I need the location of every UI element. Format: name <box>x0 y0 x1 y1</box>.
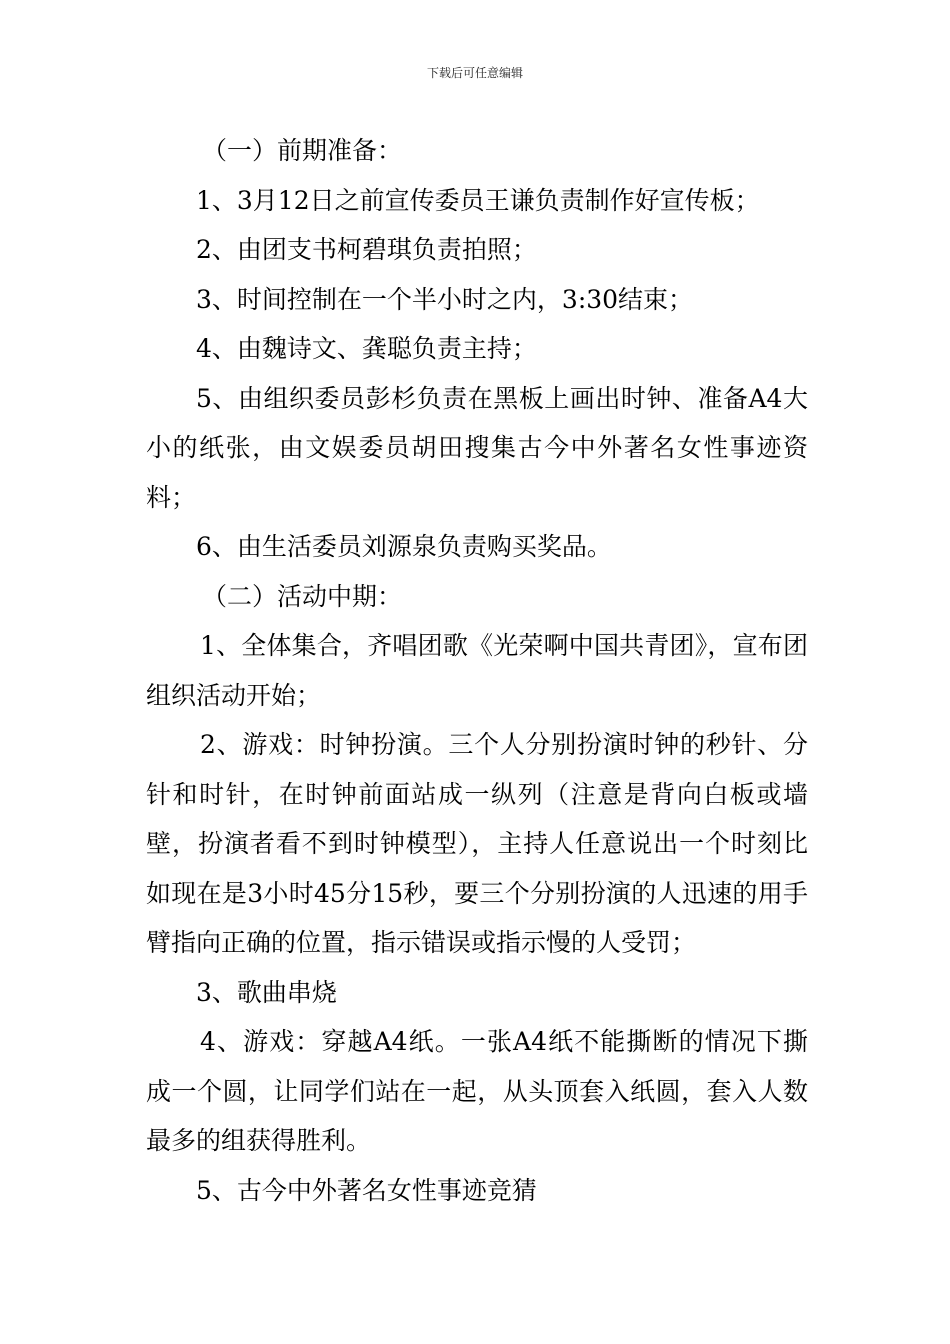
list-item: 2、由团支书柯碧琪负责拍照； <box>196 235 537 264</box>
list-item: 1、3月12日之前宣传委员王谦负责制作好宣传板； <box>196 185 760 215</box>
list-item: 1、全体集合，齐唱团歌《光荣啊中国共青团》，宣布团组织活动开始； <box>146 631 808 710</box>
page-header-note: 下载后可任意编辑 <box>426 66 523 80</box>
list-item: 3、时间控制在一个半小时之内，3:30结束； <box>196 284 694 314</box>
list-item: 4、游戏：穿越A4纸。一张A4纸不能撕断的情况下撕成一个圆，让同学们站在一起，从头顶套入纸圆，套入人数最多的组获得胜利。 <box>146 1027 808 1155</box>
list-item: 5、古今中外著名女性事迹竞猜 <box>196 1175 537 1205</box>
section-heading-preparation: （一）前期准备： <box>202 136 403 165</box>
list-item: 6、由生活委员刘源泉负责购买奖品。 <box>196 532 612 561</box>
list-item: 2、游戏：时钟扮演。三个人分别扮演时钟的秒针、分针和时针，在时钟前面站成一纵列（注意是背向白板或墙壁，扮演者看不到时钟模型），主持人任意说出一个时刻比如现在是3小时45分15秒，要三个分别扮演的人迅速的用手臂指向正确的位置，指示错误或指示慢的人受罚； <box>146 730 808 957</box>
list-item: 3、歌曲串烧 <box>196 977 337 1007</box>
section-heading-midterm: （二）活动中期： <box>202 581 403 611</box>
document-body <box>146 126 808 1215</box>
list-item: 5、由组织委员彭杉负责在黑板上画出时钟、准备A4大小的纸张，由文娱委员胡田搜集古今中外著名女性事迹资料； <box>146 383 808 512</box>
list-item: 4、由魏诗文、龚聪负责主持； <box>196 334 537 363</box>
